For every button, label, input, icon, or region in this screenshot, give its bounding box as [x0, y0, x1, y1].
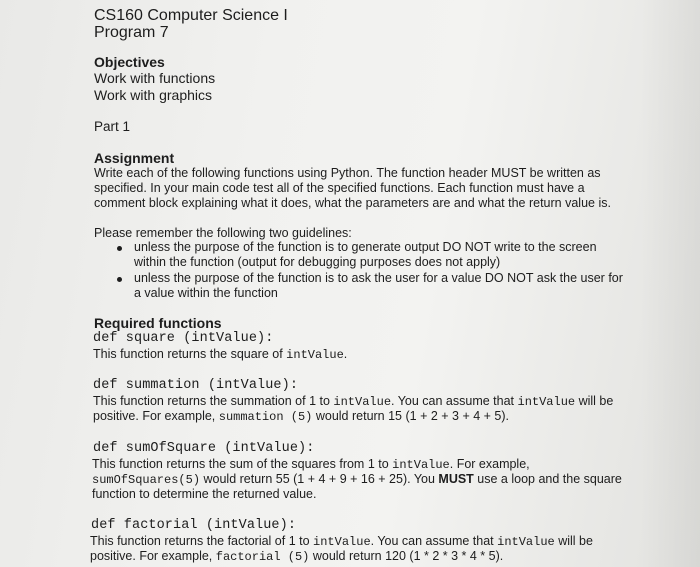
text-fragment: will be: [554, 534, 593, 548]
square-description: [93, 347, 347, 363]
assignment-line: Write each of the following functions using Python. The function header MUST be written as: [94, 166, 601, 180]
inline-code: intValue: [497, 535, 555, 549]
guideline-line: within the function (output for debugging purposes does not apply): [134, 255, 501, 269]
program-title: Program 7: [94, 24, 169, 41]
sumofsquare-description-line: [92, 457, 530, 473]
course-title: CS160 Computer Science I: [94, 7, 288, 24]
inline-code: intValue: [313, 535, 371, 549]
text-fragment: This function returns the square of: [93, 347, 287, 361]
text-fragment: positive. For example,: [90, 549, 216, 563]
text-fragment: This function returns the factorial of 1 to: [90, 534, 314, 548]
text-fragment: positive. For example,: [93, 409, 219, 423]
objective-item: Work with functions: [94, 70, 216, 86]
assignment-line: comment block explaining what it does, what the parameters are and what the return value is.: [94, 196, 611, 210]
factorial-description-line: [90, 534, 593, 550]
summation-description-line: [93, 409, 509, 425]
objective-item: Work with graphics: [94, 87, 213, 103]
text-fragment: would return 55 (1 + 4 + 9 + 16 + 25). You: [200, 472, 439, 486]
def-summation: def summation (intValue):: [93, 378, 299, 393]
objectives-heading: Objectives: [94, 54, 165, 70]
inline-code: intValue: [333, 395, 392, 409]
text-fragment: would return 15 (1 + 2 + 3 + 4 + 5).: [312, 409, 510, 423]
sumofsquare-description-line: [92, 472, 622, 488]
text-fragment: This function returns the sum of the squares from 1 to: [92, 457, 393, 471]
sumofsquare-description-line: function to determine the returned value.: [92, 487, 317, 501]
inline-code: factorial (5): [215, 550, 310, 564]
text-fragment: would return 120 (1 * 2 * 3 * 4 * 5).: [309, 549, 504, 563]
bullet-icon: [117, 277, 122, 282]
factorial-description-line: [90, 549, 503, 565]
guideline-line: a value within the function: [134, 286, 278, 300]
def-sumofsquare: def sumOfSquare (intValue):: [93, 441, 315, 456]
text-fragment: will be: [575, 394, 614, 408]
inline-code: intValue: [286, 348, 344, 362]
text-fragment: use a loop and the square: [473, 472, 622, 486]
bullet-icon: [117, 246, 122, 251]
guidelines-intro: Please remember the following two guidelines:: [94, 226, 352, 240]
text-fragment: . You can assume that: [370, 534, 498, 548]
page-edge-shadow: [640, 0, 700, 567]
guideline-line: unless the purpose of the function is to generate output DO NOT write to the screen: [134, 240, 597, 254]
inline-code: intValue: [517, 395, 576, 409]
guideline-line: unless the purpose of the function is to ask the user for a value DO NOT ask the user for: [134, 271, 623, 285]
inline-code: intValue: [392, 458, 450, 472]
text-fragment: . For example,: [449, 457, 530, 471]
part-label: Part 1: [94, 119, 131, 134]
assignment-line: specified. In your main code test all of the specified functions. Each function must have a: [94, 181, 585, 195]
text-fragment: .: [343, 347, 348, 361]
def-factorial: def factorial (intValue):: [91, 518, 297, 533]
text-fragment: . You can assume that: [391, 394, 518, 408]
inline-code: sumOfSquares(5): [92, 473, 201, 487]
emphasis-text: MUST: [438, 472, 474, 486]
required-heading: Required functions: [94, 315, 222, 331]
def-square: def square (intValue):: [93, 331, 274, 346]
inline-code: summation (5): [218, 410, 313, 424]
summation-description-line: [93, 394, 613, 410]
text-fragment: This function returns the summation of 1 to: [93, 394, 334, 408]
assignment-heading: Assignment: [94, 150, 175, 166]
